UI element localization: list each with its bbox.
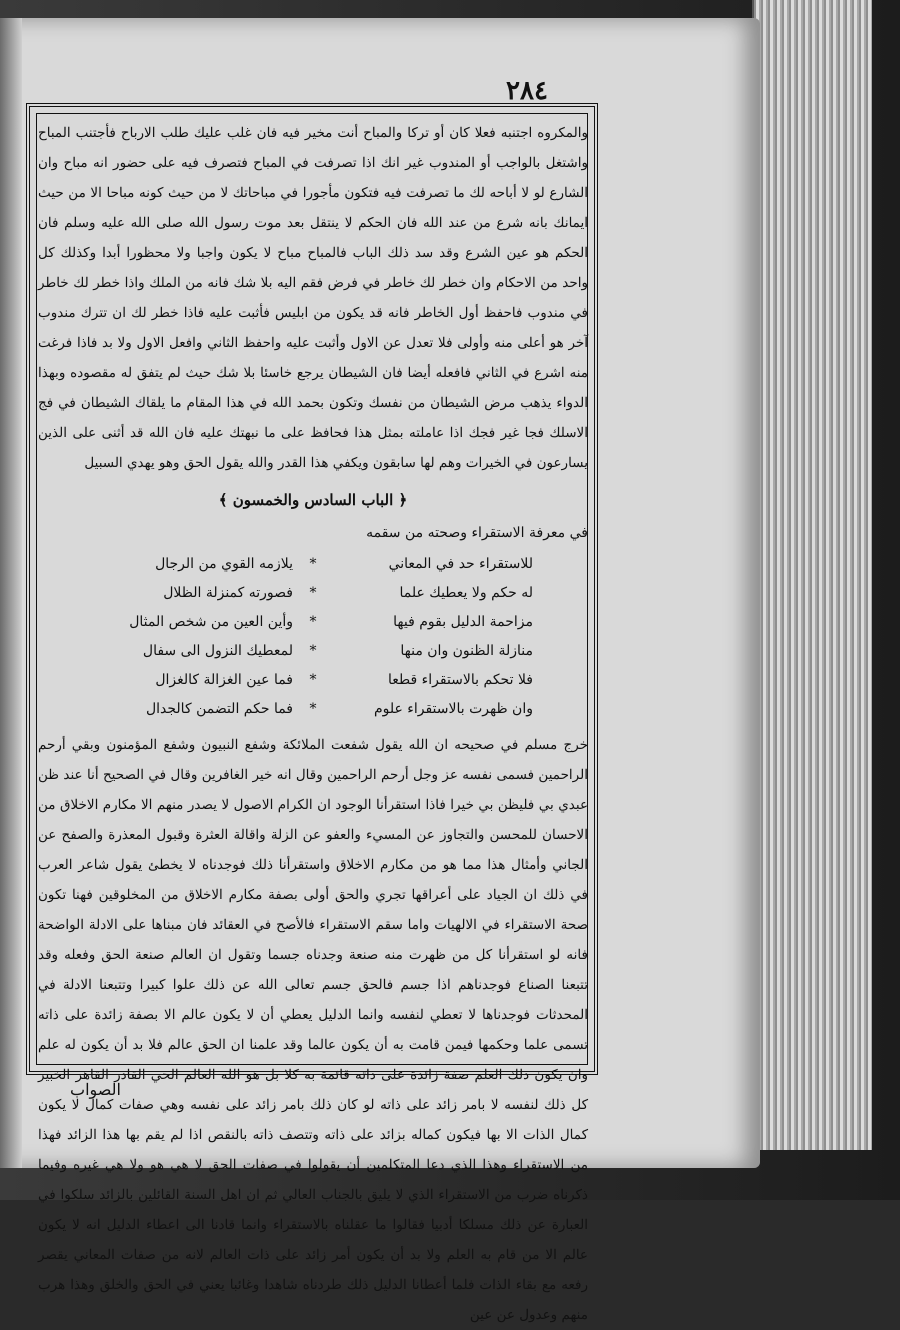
poem-verse bbox=[93, 666, 533, 695]
verse-first-hemistich: فلا تحكم بالاستقراء قطعا bbox=[388, 672, 533, 688]
verse-separator-icon: * bbox=[309, 643, 317, 659]
verse-second-hemistich: فما عين الغزالة كالغزال bbox=[155, 672, 293, 688]
poem-verse bbox=[93, 608, 533, 637]
verse-first-hemistich: وان ظهرت بالاستقراء علوم bbox=[373, 701, 533, 717]
catchword: الصواب bbox=[70, 1080, 121, 1099]
verse-separator-icon: * bbox=[309, 614, 317, 630]
verse-separator-icon: * bbox=[309, 556, 317, 572]
verse-first-hemistich: مزاحمة الدليل بقوم فيها bbox=[393, 614, 533, 630]
poem-verse bbox=[93, 550, 533, 579]
chapter-subtitle: في معرفة الاستقراء وصحته من سقمه bbox=[366, 525, 588, 541]
poem-verse bbox=[93, 695, 533, 724]
verse-separator-icon: * bbox=[309, 672, 317, 688]
book-page-edges bbox=[752, 0, 872, 1150]
verse-separator-icon: * bbox=[309, 701, 317, 717]
verse-first-hemistich: منازلة الظنون وان منها bbox=[400, 643, 533, 659]
poem-verse bbox=[93, 637, 533, 666]
verse-second-hemistich: وأين العين من شخص المثال bbox=[129, 614, 293, 630]
paragraph-1: والمكروه اجتنبه فعلا كان أو تركا والمباح أنت مخير فيه فان غلب عليك طلب الارباح فأجتنب المباح واشتغل بالواجب أو المندوب غير انك اذا تصرفت في المباح فتصرف فيه على حضور انه مباح وان الشارع لو لا أباحه لك ما تصرفت فيه فتكون مأجورا في مباحاتك لا من حيث كونه مباحا الا من حيث ايمانك بانه شرع من عند الله فان الحكم لا ينتقل بعد موت رسول الله صلى الله عليه وسلم فان الحكم هو عين الشرع وقد سد ذلك الباب فالمباح مباح لا يكون واجبا ولا محظورا أبدا وكذلك كل واحد من الاحكام وان خطر لك خاطر في فرض فقم اليه بلا شك فانه من الملك واذا خطر لك خاطر في مندوب فاحفظ أول الخاطر فانه قد يكون من ابليس فأثبت عليه فاذا خطر لك ان تترك مندوب آخر هو أعلى منه وأولى فلا تعدل عن الاول وأثبت عليه واحفظ الثاني وافعل الاول ولا بد فاذا فرغت منه اشرع في الثاني فافعله أيضا فان الشيطان يرجع خاسئا بلا شك حيث لم يتفق له مقصوده وبهذا الدواء يذهب مرض الشيطان من نفسك وتكون بحمد الله في هذا المقام ما يلقاك الشيطان في فج الاسلك فجا غير فجك اذا عاملته بمثل هذا فحافظ على ما نبهتك عليه فان الله قد أثنى على الذين يسارعون في الخيرات وهم لها سابقون ويكفي هذا القدر والله يقول الحق وهو يهدي السبيل bbox=[38, 125, 588, 471]
verse-second-hemistich: يلازمه القوي من الرجال bbox=[155, 556, 293, 572]
page-gutter bbox=[0, 18, 22, 1168]
text-block bbox=[38, 118, 588, 1330]
verse-separator-icon: * bbox=[309, 585, 317, 601]
verse-second-hemistich: فصورته كمنزلة الظلال bbox=[163, 585, 293, 601]
poem-verse bbox=[93, 579, 533, 608]
verse-second-hemistich: لمعطيك النزول الى سفال bbox=[142, 643, 293, 659]
chapter-title: ﴿ الباب السادس والخمسون ﴾ bbox=[218, 491, 408, 509]
verse-first-hemistich: للاستقراء حد في المعاني bbox=[388, 556, 533, 572]
paragraph-2: خرج مسلم في صحيحه ان الله يقول شفعت الملائكة وشفع النبيون وشفع المؤمنون وبقي أرحم الراحمين فسمى نفسه عز وجل أرحم الراحمين وقال انه خير الغافرين وقال في الصحيح أنا عند ظن عبدي بي فليظن بي خيرا فاذا استقرأنا الوجود ان الكرام الاصول لا يصدر منهم الا مكارم الاخلاق من الاحسان للمحسن والتجاوز عن المسيء والعفو عن الزلة واقالة العثرة وقبول المعذرة والصفح عن الجاني وأمثال هذا مما هو من مكارم الاخلاق واستقرأنا ذلك فوجدناه لا يخطئ يقول شاعر العرب في ذلك ان الجياد على أعراقها تجري والحق أولى بصفة مكارم الاخلاق من المخلوقين فهنا تكون صحة الاستقراء في الالهيات واما سقم الاستقراء فالأصح في العقائد فان مبناها على الادلة الواضحة فانه لو استقرأنا كل من ظهرت منه صنعة وجدناه جسما وتقول ان العالم صنعة الحق وفعله وقد تتبعنا الصناع فوجدناهم اذا جسم فالحق جسم تعالى الله عن ذلك علوا كبيرا وتتبعنا الادلة في المحدثات فوجدناها لا تعطي لنفسه وانما الدليل يعطي أن لا يكون عالم الا بصفة زائدة على ذاته تسمى علما وحكمها فيمن قامت به أن يكون عالما وقد علمنا ان الحق عالم فلا بد أن يكون له علم وان يكون ذلك العلم صفة زائدة على ذاته قائمة به كلا بل هو الله العالم الحي القادر القاهر الخبير كل ذلك لنفسه لا بامر زائد على ذاته لو كان ذلك بامر زائد على نفسه وهي صفات كمال لا يكون كمال الذات الا بها فيكون كماله بزائد على ذاته وتتصف ذاته بالنقص اذا لم يقم بها هذا الزائد فهذا من الاستقراء وهذا الذي دعا المتكلمين أن يقولوا في صفات الحق لا هي هو ولا هي غيره وفيما ذكرناه ضرب من الاستقراء الذي لا يليق بالجناب العالي ثم ان اهل السنة القائلين بالزائد سلكوا في العبارة عن ذلك مسلكا أدبيا فقالوا ما عقلناه بالاستقراء وانما قادنا الى اعطاء الدليل انه لا يكون عالم الا من قام به العلم ولا بد أن يكون أمر زائد على ذات العالم لانه من صفات المعاني يقصر رفعه مع بقاء الذات فلما أعطانا الدليل ذلك طردناه شاهدا وغائبا يعني في الحق والخلق وهذا هرب منهم وعدول عن عين bbox=[38, 737, 588, 1323]
page-number: ٢٨٤ bbox=[506, 76, 548, 106]
verse-second-hemistich: فما حكم التضمن كالجدال bbox=[145, 701, 293, 717]
poem bbox=[93, 550, 533, 724]
verse-first-hemistich: له حكم ولا يعطيك علما bbox=[399, 585, 533, 601]
